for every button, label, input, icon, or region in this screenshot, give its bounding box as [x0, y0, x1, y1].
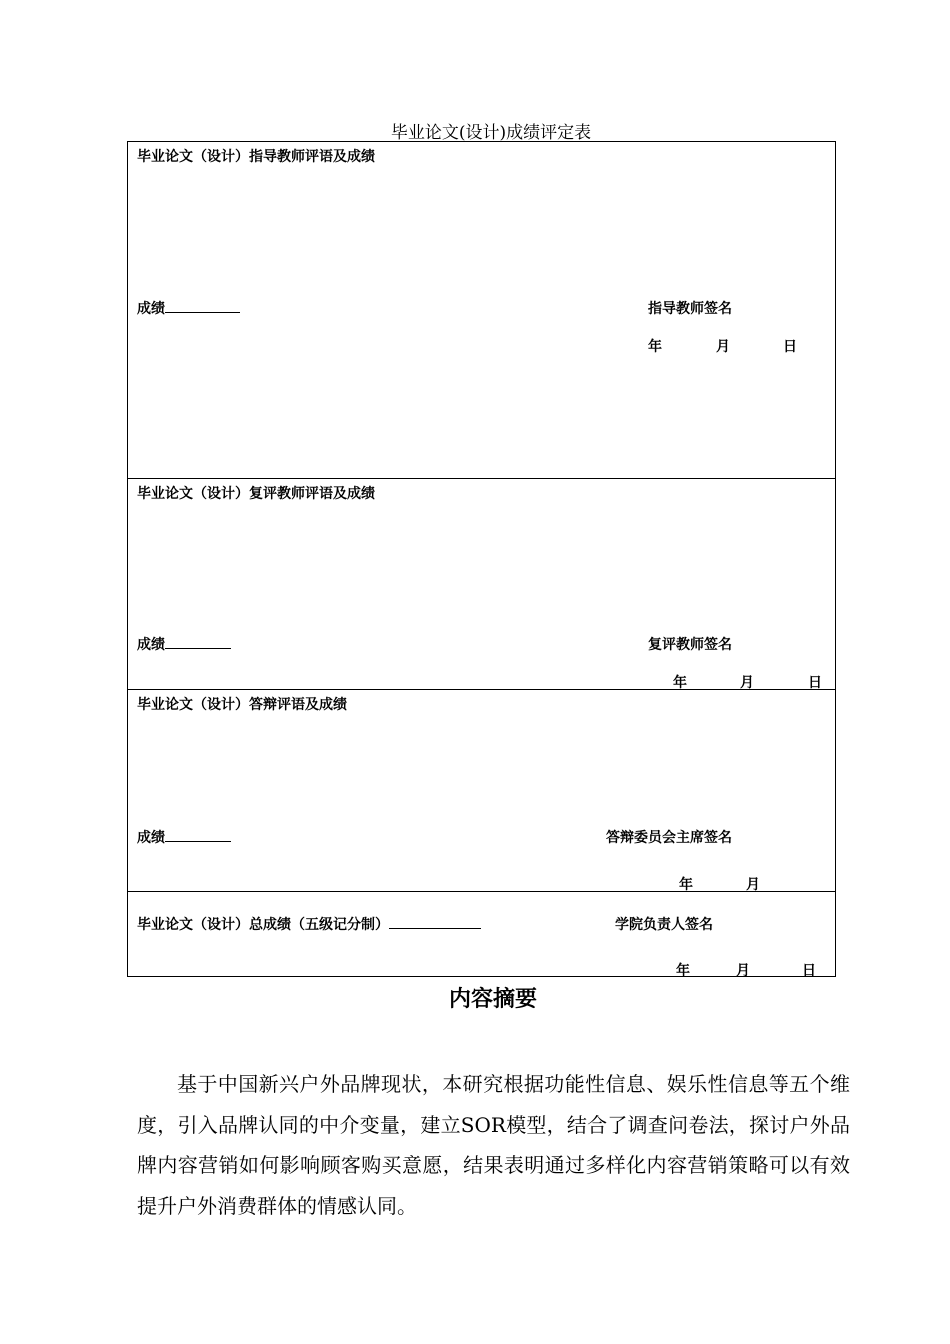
advisor-signature-label: 指导教师签名	[648, 301, 732, 317]
reviewer-date-year: 年	[673, 675, 687, 691]
defense-grade-blank[interactable]	[165, 827, 231, 842]
advisor-grade-field	[137, 298, 240, 318]
defense-heading: 毕业论文（设计）答辩评语及成绩	[137, 697, 347, 713]
summary-title: 内容摘要	[448, 987, 537, 1012]
advisor-heading: 毕业论文（设计）指导教师评语及成绩	[137, 149, 375, 165]
total-section	[128, 891, 835, 977]
total-date-day: 日	[802, 963, 816, 979]
reviewer-heading: 毕业论文（设计）复评教师评语及成绩	[137, 486, 375, 502]
total-date-year: 年	[676, 963, 690, 979]
total-grade-blank[interactable]	[389, 914, 481, 929]
defense-date-year: 年	[679, 877, 693, 893]
reviewer-date-day: 日	[808, 675, 822, 691]
advisor-grade-label: 成绩	[137, 301, 165, 317]
reviewer-date-month: 月	[740, 675, 754, 691]
form-title: 毕业论文(设计)成绩评定表	[390, 123, 592, 143]
summary-body: 基于中国新兴户外品牌现状，本研究根据功能性信息、娱乐性信息等五个维度，引入品牌认同的中介变量，建立SOR模型，结合了调查问卷法，探讨户外品牌内容营销如何影响顾客购买意愿，结果表明通过多样化内容营销策略可以有效提升户外消费群体的情感认同。	[137, 1072, 850, 1218]
reviewer-grade-blank[interactable]	[165, 634, 231, 649]
reviewer-grade-field	[137, 634, 231, 654]
defense-grade-label: 成绩	[137, 830, 165, 846]
advisor-date-day: 日	[783, 339, 797, 355]
total-date-month: 月	[736, 963, 750, 979]
defense-grade-field	[137, 827, 231, 847]
advisor-date-month: 月	[716, 339, 730, 355]
advisor-grade-blank[interactable]	[165, 298, 240, 313]
reviewer-section	[128, 478, 835, 689]
grade-form-table	[127, 141, 836, 977]
total-grade-field	[137, 914, 481, 934]
reviewer-signature-label: 复评教师签名	[648, 637, 732, 653]
defense-signature-label: 答辩委员会主席签名	[606, 830, 732, 846]
advisor-section	[128, 142, 835, 478]
total-signature-label: 学院负责人签名	[615, 917, 713, 933]
reviewer-grade-label: 成绩	[137, 637, 165, 653]
total-heading: 毕业论文（设计）总成绩（五级记分制）	[137, 917, 389, 933]
defense-section	[128, 689, 835, 891]
advisor-date-year: 年	[648, 339, 662, 355]
defense-date-month: 月	[746, 877, 760, 893]
